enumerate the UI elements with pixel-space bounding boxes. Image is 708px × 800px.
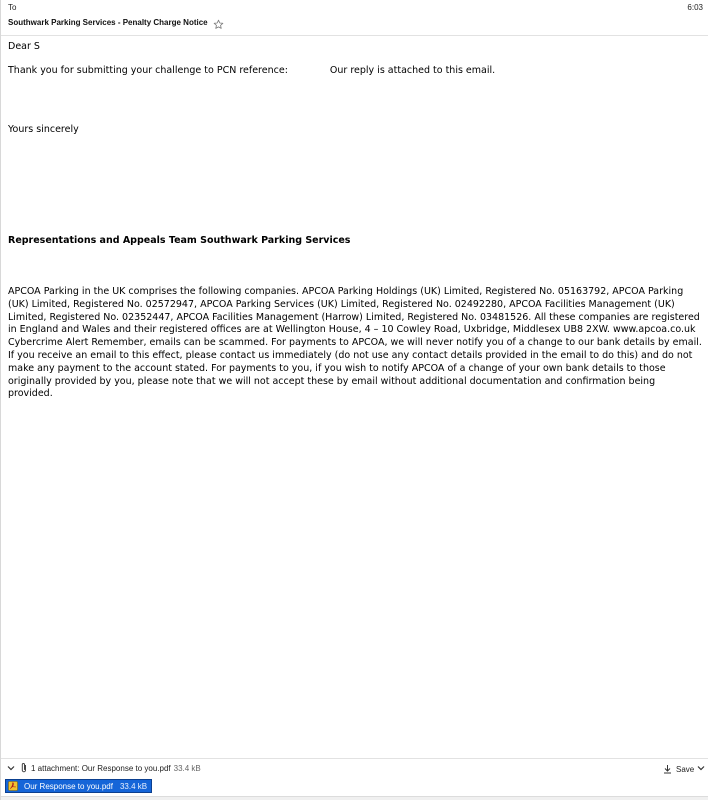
star-icon[interactable]: [213, 17, 224, 28]
to-label: To: [8, 3, 17, 12]
pdf-file-icon: [8, 781, 18, 791]
to-row: [8, 3, 169, 12]
attachment-summary-text: 1 attachment: Our Response to you.pdf: [31, 764, 171, 773]
reply-attached-text: Our reply is attached to this email.: [329, 65, 496, 76]
save-button[interactable]: [663, 762, 694, 776]
attachment-bar: [1, 758, 708, 778]
attachment-size: 33.4 kB: [119, 781, 148, 791]
attachment-summary[interactable]: [31, 764, 201, 773]
message-header: [1, 0, 708, 36]
message-time: 6:03: [687, 3, 703, 12]
save-label: Save: [676, 764, 695, 774]
thanks-text: Thank you for submitting your challenge to PCN reference:: [8, 65, 288, 76]
save-menu-chevron-icon[interactable]: [696, 763, 706, 773]
chevron-down-icon[interactable]: [6, 763, 16, 773]
signature: Representations and Appeals Team Southwark Parking Services: [8, 235, 351, 246]
thanks-line: [8, 65, 495, 78]
closing: Yours sincerely: [8, 124, 79, 135]
window-bottom-edge: [1, 796, 708, 800]
attachment-name: Our Response to you.pdf: [24, 781, 113, 791]
attachment-summary-size: 33.4 kB: [173, 764, 201, 773]
download-icon: [663, 764, 672, 774]
paperclip-icon: [19, 762, 29, 774]
message-subject: Southwark Parking Services - Penalty Charge Notice: [8, 18, 208, 27]
attachment-item[interactable]: [5, 779, 152, 793]
salutation: Dear S: [8, 41, 40, 52]
disclaimer: APCOA Parking in the UK comprises the following companies. APCOA Parking Holdings (UK) Limited, Registered No. 05163792, APCOA Parking (UK) Limited, Registered No. 02572947, APCOA Parking Services (UK) Limited, Registered No. 02492280, APCOA Facilities Management (UK) Limited, Registered No. 02352447, APCOA Facilities Management (Harrow) Limited, Registered No. 03481526. All these companies are registered in England and Wales and their registered offices are at Wellington House, 4 – 10 Cowley Road, Uxbridge, Middlesex UB8 2XW. www.apcoa.co.uk Cybercrime Alert Remember, emails can be scammed. For payments to APCOA, we will never notify you of a change to our bank details by email. If you receive an email to this effect, please contact us immediately (do not use any contact details provided in the email to do this) and do not make any payment to the account stated. For payments to you, if you wish to notify APCOA of a change of your own bank details to those originally provided by you, please note that we will not accept these by email without additional documentation and confirmation being provided.: [8, 286, 702, 400]
subject-row: [8, 17, 224, 28]
